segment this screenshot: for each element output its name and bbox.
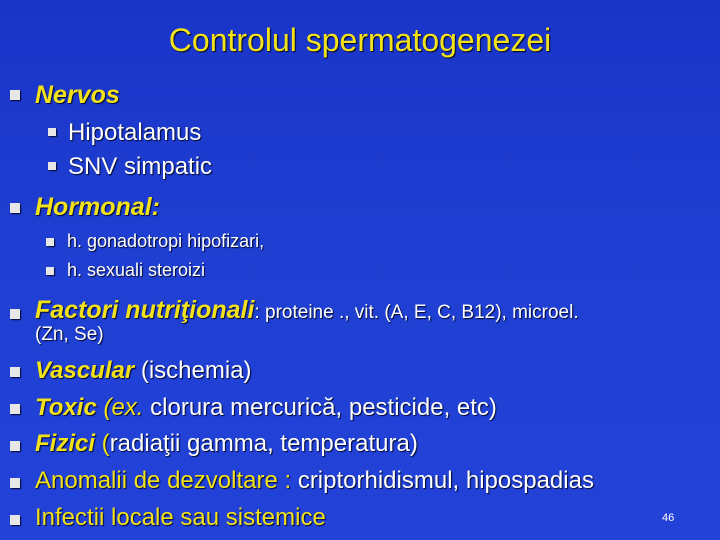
item-toxic <box>35 394 497 422</box>
anomalii-detail: criptorhidismul, hipospadias <box>297 467 594 494</box>
vascular-label: Vascular <box>35 357 135 384</box>
bullet-icon <box>10 90 20 100</box>
item-steroizi: h. sexuali steroizi <box>67 260 206 280</box>
bullet-icon <box>10 404 20 414</box>
bullet-icon <box>10 203 20 213</box>
factori-detail: : proteine ., vit. (A, E, C, B12), microel. <box>254 302 579 323</box>
bullet-icon <box>10 309 20 319</box>
bullet-icon <box>10 478 20 488</box>
anomalii-label: Anomalii de dezvoltare : <box>35 467 298 494</box>
item-gonadotropi: h. gonadotropi hipofizari, <box>67 231 265 251</box>
bullet-icon <box>46 238 54 246</box>
fizici-paren: ( <box>95 430 110 457</box>
item-fizici <box>35 430 418 458</box>
item-factori-nutritionali <box>35 296 579 325</box>
item-hipotalamus: Hipotalamus <box>68 119 202 146</box>
page-number: 46 <box>662 512 675 524</box>
factori-label: Factori nutriţionali <box>35 296 255 324</box>
bullet-icon <box>48 162 56 170</box>
fizici-label: Fizici <box>35 430 96 457</box>
bullet-icon <box>46 267 54 275</box>
slide-title: Controlul spermatogenezei <box>168 22 552 58</box>
toxic-detail: clorura mercurică, pesticide, etc) <box>150 394 497 421</box>
bullet-icon <box>48 128 56 136</box>
vascular-detail: (ischemia) <box>134 357 252 384</box>
bullet-icon <box>10 515 20 525</box>
item-vascular <box>35 357 252 385</box>
item-anomalii <box>35 467 594 495</box>
factori-detail-cont: (Zn, Se) <box>35 324 104 345</box>
fizici-detail: radiaţii gamma, temperatura) <box>109 430 418 457</box>
item-infectii: Infectii locale sau sistemice <box>35 504 326 531</box>
toxic-ex: (ex. <box>96 394 151 421</box>
bullet-icon <box>10 367 20 377</box>
item-snv-simpatic: SNV simpatic <box>68 153 213 180</box>
item-hormonal: Hormonal: <box>35 193 160 221</box>
item-nervos: Nervos <box>35 81 120 109</box>
toxic-label: Toxic <box>35 394 97 421</box>
bullet-icon <box>10 441 20 451</box>
